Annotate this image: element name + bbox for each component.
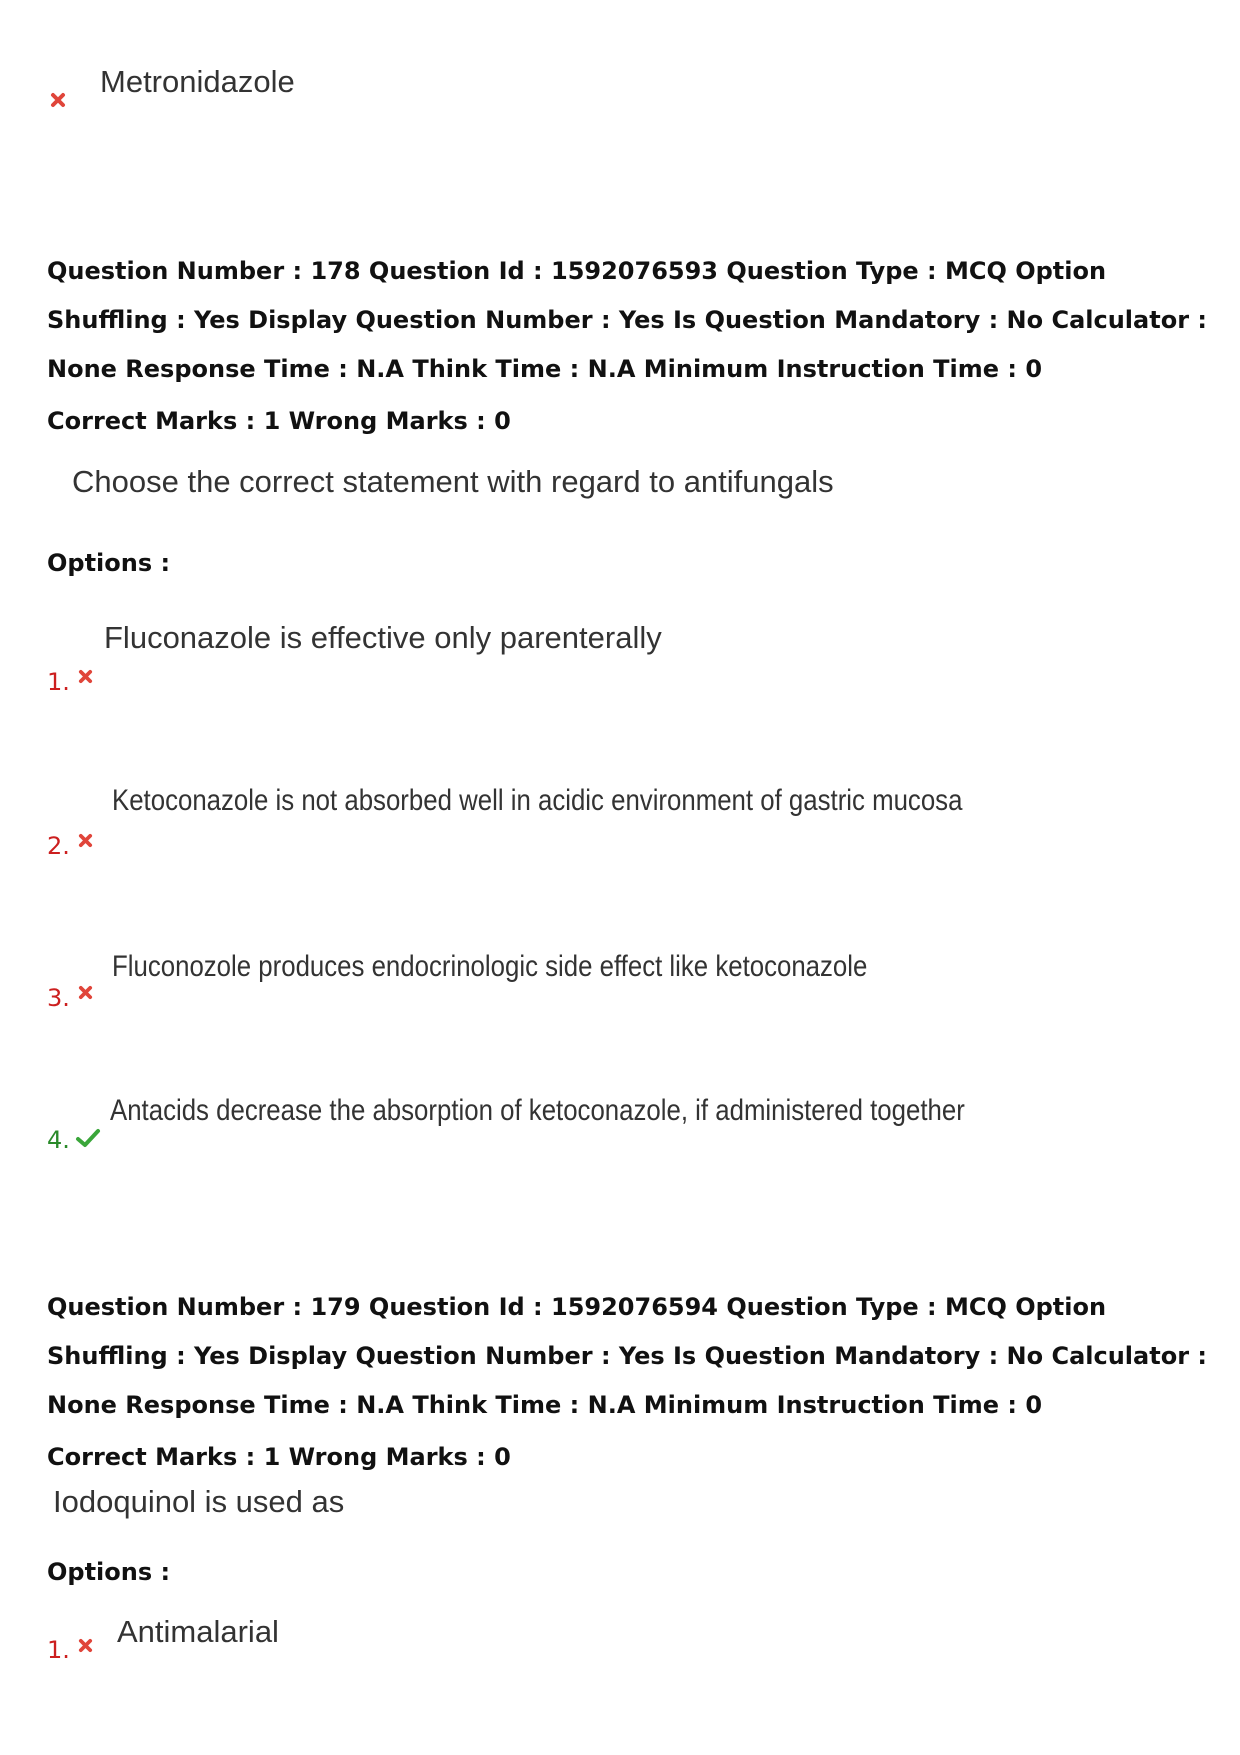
marks-179: Correct Marks : 1 Wrong Marks : 0 — [47, 1443, 511, 1471]
question-meta-179: Question Number : 179 Question Id : 1592076594 Question Type : MCQ Option Shuffling : Yes Display Question Number : Yes Is Question Mandatory : No Calculator : None Response Time : N.A Think Time : N.A Minimum Instruction Time : 0 — [47, 1293, 1207, 1419]
option-1-number: 1. — [47, 668, 70, 696]
option-4-number: 4. — [47, 1126, 70, 1154]
option-3-number: 3. — [47, 984, 70, 1012]
option-4-text: Antacids decrease the absorption of ketoconazole, if administered together — [110, 1094, 965, 1127]
marks-178: Correct Marks : 1 Wrong Marks : 0 — [47, 407, 511, 435]
option-3-text: Fluconozole produces endocrinologic side effect like ketoconazole — [112, 950, 868, 983]
cross-icon — [78, 1638, 93, 1653]
q179-option-1-text: Antimalarial — [117, 1614, 279, 1649]
option-2-number: 2. — [47, 832, 70, 860]
cross-icon — [50, 92, 66, 108]
question-text-179: Iodoquinol is used as — [53, 1484, 345, 1519]
option-2-text: Ketoconazole is not absorbed well in acidic environment of gastric mucosa — [112, 784, 963, 817]
cross-icon — [78, 669, 93, 684]
cross-icon — [78, 833, 93, 848]
prev-option-text: Metronidazole — [100, 64, 295, 99]
option-1-text: Fluconazole is effective only parenterally — [104, 620, 662, 655]
options-label-178: Options : — [47, 549, 171, 577]
question-text-178: Choose the correct statement with regard to antifungals — [72, 464, 834, 499]
check-icon — [75, 1127, 101, 1149]
cross-icon — [78, 985, 93, 1000]
options-label-179: Options : — [47, 1558, 171, 1586]
question-meta-178: Question Number : 178 Question Id : 1592076593 Question Type : MCQ Option Shuffling : Yes Display Question Number : Yes Is Question Mandatory : No Calculator : None Response Time : N.A Think Time : N.A Minimum Instruction Time : 0 — [47, 257, 1207, 383]
q179-option-1-number: 1. — [47, 1636, 70, 1664]
